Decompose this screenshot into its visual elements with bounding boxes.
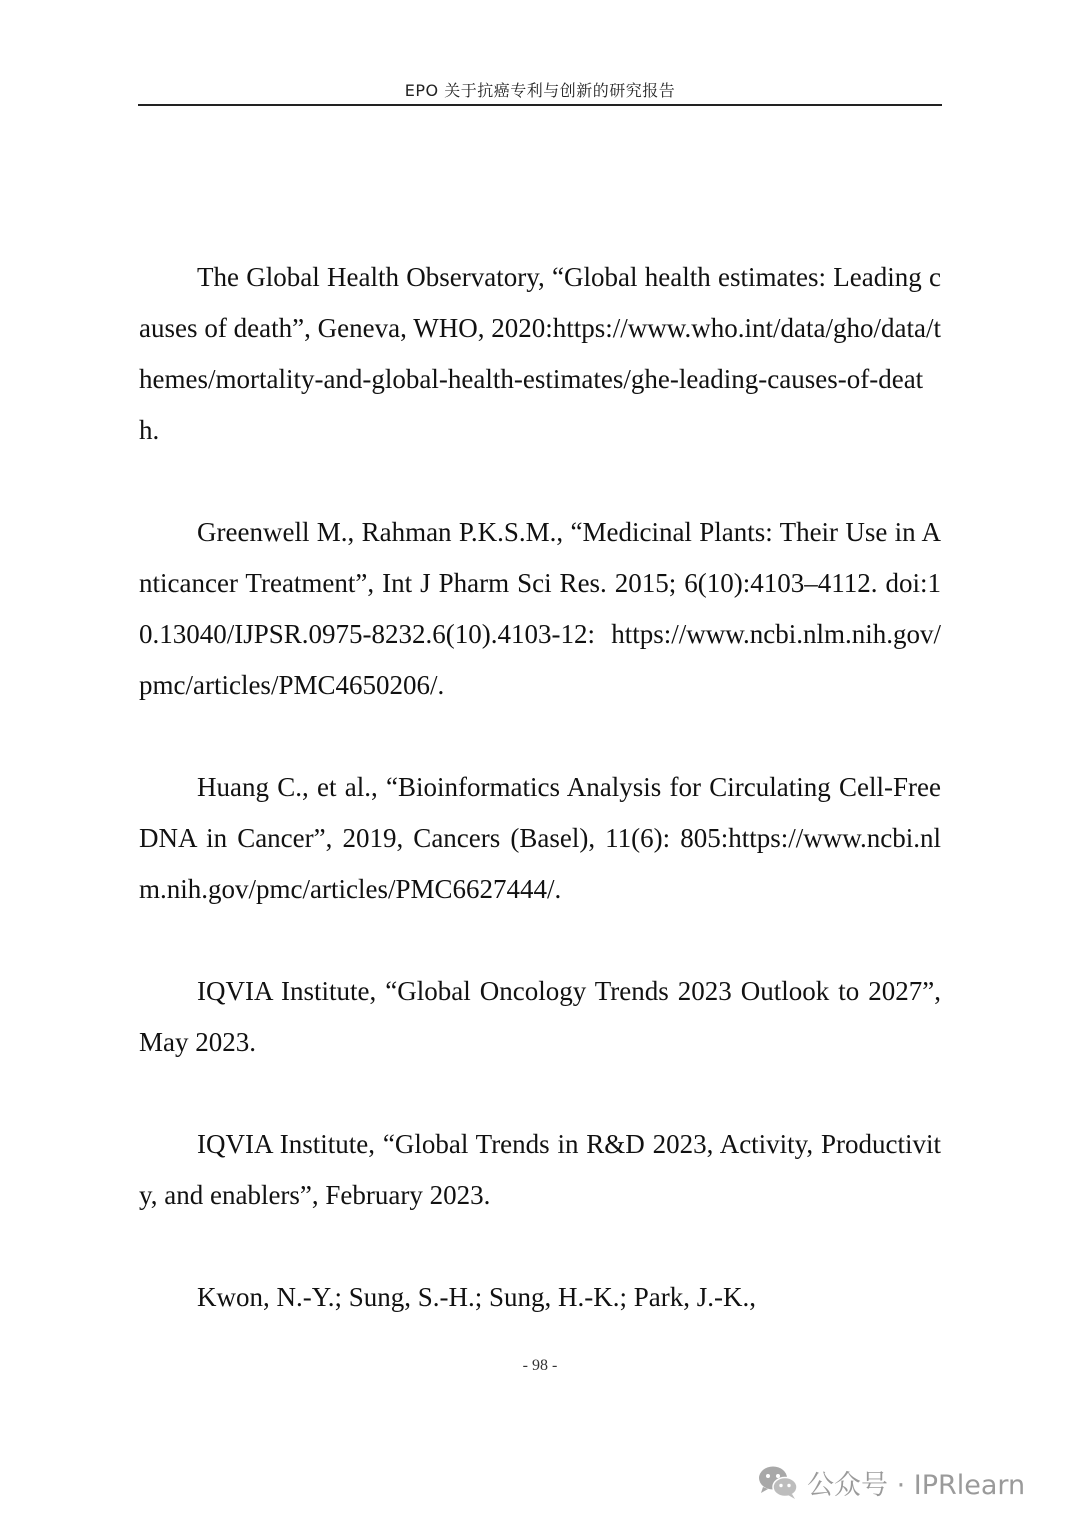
reference-item: Huang C., et al., “Bioinformatics Analysis for Circulating Cell-Free DNA in Cancer”, 2019, Cancers (Basel), 11(6): 805:https://www.ncbi.nlm.nih.gov/pmc/articles/PMC6627444/. (139, 772, 941, 904)
reference-item: IQVIA Institute, “Global Trends in R&D 2023, Activity, Productivity, and enablers”, February 2023. (139, 1129, 941, 1210)
page-header: EPO 关于抗癌专利与创新的研究报告 (404, 81, 676, 100)
wechat-icon (757, 1464, 799, 1500)
reference-item: The Global Health Observatory, “Global health estimates: Leading causes of death”, Geneva, WHO, 2020:https://www.who.int/data/gho/data/themes/mortality-and-global-health-estimates/ghe-leading-causes-of-death. (139, 262, 941, 445)
watermark-text: 公众号 · IPRlearn (807, 1469, 1026, 1501)
reference-list (139, 252, 941, 1374)
watermark (757, 1462, 1025, 1502)
header-divider (138, 104, 942, 106)
reference-item: Greenwell M., Rahman P.K.S.M., “Medicinal Plants: Their Use in Anticancer Treatment”, Int J Pharm Sci Res. 2015; 6(10):4103–4112. doi:10.13040/IJPSR.0975-8232.6(10).4103-12: https://www.ncbi.nlm.nih.gov/pmc/articles/PMC4650206/. (139, 517, 941, 700)
reference-item: IQVIA Institute, “Global Oncology Trends 2023 Outlook to 2027”, May 2023. (139, 976, 941, 1057)
reference-item: Kwon, N.-Y.; Sung, S.-H.; Sung, H.-K.; Park, J.-K., (197, 1282, 757, 1312)
page-number: - 98 - (522, 1357, 558, 1374)
